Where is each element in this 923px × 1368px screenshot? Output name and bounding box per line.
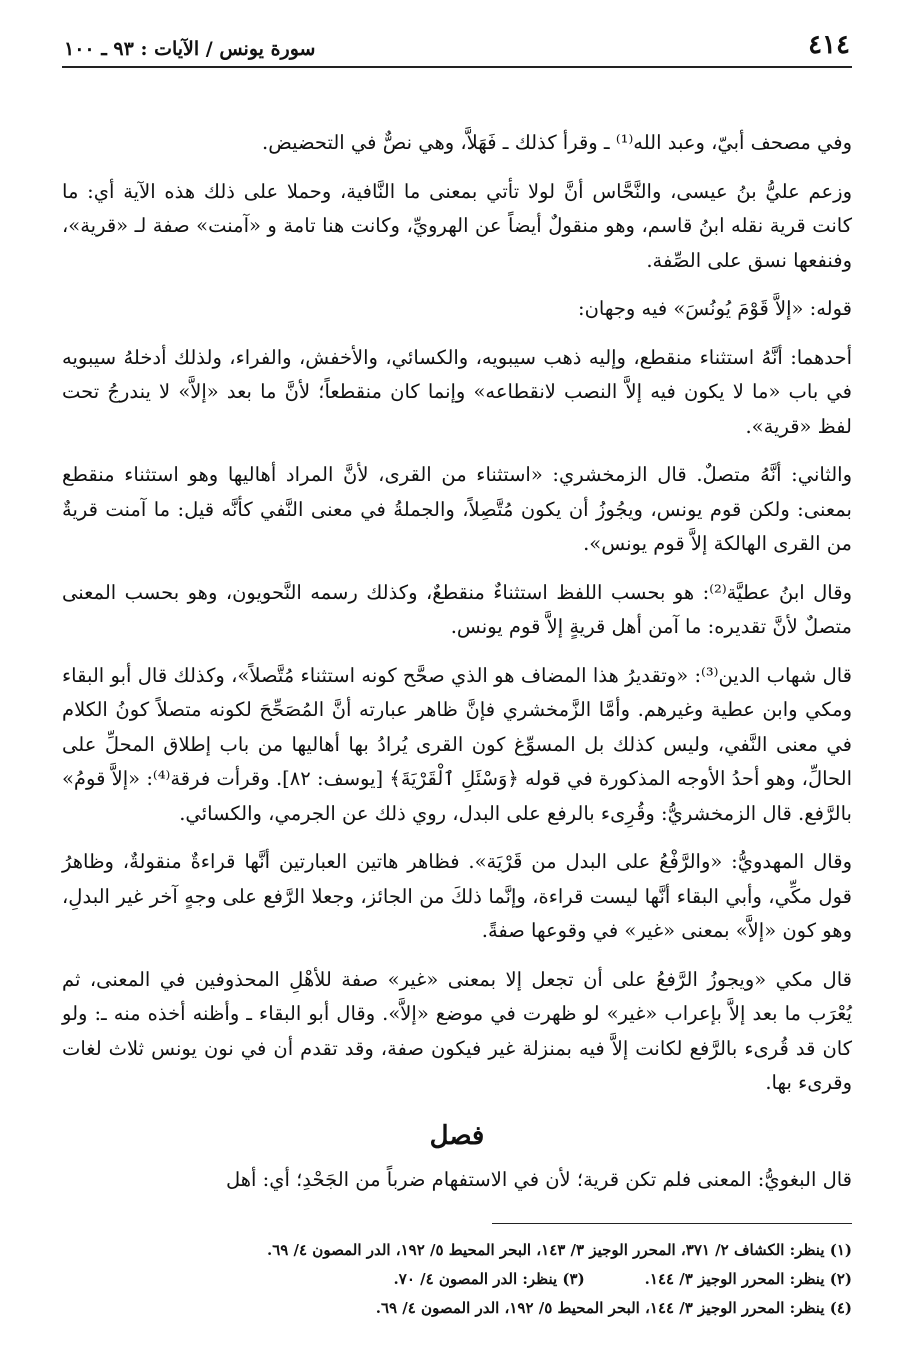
section-paragraph: قال البغويُّ: المعنى فلم تكن قرية؛ لأن في الاستفهام ضرباً من الجَحْدِ؛ أي: أهل	[225, 1167, 852, 1191]
paragraph: وفي مصحف أبيّ، وعبد الله⁽¹⁾ ـ وقرأ كذلك ـ فَهَلاَّ، وهي نصٌّ في التحضيض.	[262, 131, 852, 154]
footnote-row	[62, 1265, 852, 1294]
book-page	[62, 24, 852, 1323]
page-number: ٤١٤	[808, 30, 850, 60]
paragraph: قال مكي «ويجوزُ الرَّفعُ على أن تجعل إلا بمعنى «غير» صفة للأهْلِ المحذوفين في المعنى، ثم يُعْرَب ما بعد إلاَّ بإعراب «غير» لو ظهرت في موضع «إلاَّ». وقال أبو البقاء ـ وأظنه أخذه منه ـ: ولو كان قد قُرىء بالرَّفع لكانت إلاَّ فيه بمنزلة غير فيكون صفة، وقد تقدم أن في نون يونس ثلاث لغات وقرىء بها.	[62, 967, 852, 1094]
paragraph: وقال المهدويُّ: «والرَّفْعُ على البدل من قَرْيَة». فظاهر هاتين العبارتين أنَّها قراءةٌ منقولةٌ، وظاهرُ قول مكِّي، وأبي البقاء أنَّها ليست قراءة، وإنَّما ذلكَ من الجائز، وجعلا الرَّفع على وجهٍ آخر غير البدلِ، وهو كون «إلاَّ» بمعنى «غير» في وقوعها صفةً.	[62, 850, 852, 942]
footnote-4: (٤) ينظر: المحرر الوجيز ٣/ ١٤٤، البحر المحيط ٥/ ١٩٢، الدر المصون ٤/ ٦٩.	[375, 1299, 852, 1317]
main-text	[62, 126, 852, 1197]
paragraph: أحدهما: أنَّهُ استثناء منقطع، وإليه ذهب سيبويه، والكسائي، والأخفش، والفراء، ولذلك أدخلهُ سيبويه في باب «ما لا يكون فيه إلاَّ النصب لانقطاعه» وإنما كان منقطعاً؛ لأنَّ ما بعد «إلاَّ» لا يندرجُ تحت لفظ «قرية».	[62, 345, 852, 438]
footnote-1: (١) ينظر: الكشاف ٢/ ٣٧١، المحرر الوجيز ٣/ ١٤٣، البحر المحيط ٥/ ١٩٢، الدر المصون ٤/ ٦٩.	[266, 1241, 852, 1259]
paragraph: قوله: «إلاَّ قَوْمَ يُونُسَ» فيه وجهان:	[578, 297, 852, 320]
footnote-divider	[492, 1223, 852, 1224]
running-title: سورة يونس / الآيات : ٩٣ ـ ١٠٠	[64, 38, 316, 60]
page-header	[62, 24, 852, 68]
paragraph: وزعم عليُّ بنُ عيسى، والنَّحَّاس أنَّ لولا تأتي بمعنى ما النَّافية، وحملا على ذلك هذه الآية أي: ما كانت قرية نقله ابنُ قاسم، وهو منقولٌ أيضاً عن الهرويِّ، وكانت هنا تامة و «آمنت» صفة لـ «قرية»، وفنفعها نسق على الصِّفة.	[62, 179, 852, 272]
footnote-2: (٢) ينظر: المحرر الوجيز ٣/ ١٤٤.	[644, 1270, 852, 1288]
section-title: فصل	[429, 1120, 485, 1151]
paragraph: والثاني: أنَّهُ متصلٌ. قال الزمخشري: «استثناء من القرى، لأنَّ المراد أهاليها وهو استثناء منقطع بمعنى: ولكن قوم يونس، ويجُوزُ أن يكون مُتَّصِلاً، والجملةُ في معنى النَّفي كأنَّه قيل: ما آمنت قريةٌ من القرى الهالكة إلاَّ قوم يونس».	[62, 463, 852, 555]
paragraph: قال شهاب الدين⁽³⁾: «وتقديرُ هذا المضاف هو الذي صحَّح كونه استثناء مُتَّصلاً»، وكذلك قال أبو البقاء ومكي وابن عطية وغيرهم. وأمَّا الزَّمخشري فإنَّ ظاهر عبارته أنَّ المُصَحِّحَ لكونه متصلاً كونُ الكلام في معنى النَّفي، وليس كذلك بل المسوِّغ كون القرى يُرادُ بها أهاليها من باب إطلاق المحلِّ على الحالِّ، وهو أحدُ الأوجه المذكورة في قوله ﴿وَسْئَلِ ٱلْقَرْيَةَ﴾ [يوسف: ٨٢]. وقرأت فرقة⁽⁴⁾: «إلاَّ قومُ» بالرَّفع. قال الزمخشريُّ: وقُرِىء بالرفع على البدل، روي ذلك عن الجرمي، والكسائي.	[62, 663, 853, 825]
paragraph: وقال ابنُ عطيَّة⁽²⁾: هو بحسب اللفظ استثناءٌ منقطعٌ، وكذلك رسمه النَّحويون، وهو بحسب المعنى متصلٌ لأنَّ تقديره: ما آمن أهل قريةٍ إلاَّ قوم يونس.	[62, 580, 852, 638]
footnotes	[62, 1236, 852, 1323]
footnote-3: (٣) ينظر: الدر المصون ٤/ ٧٠.	[393, 1270, 585, 1288]
